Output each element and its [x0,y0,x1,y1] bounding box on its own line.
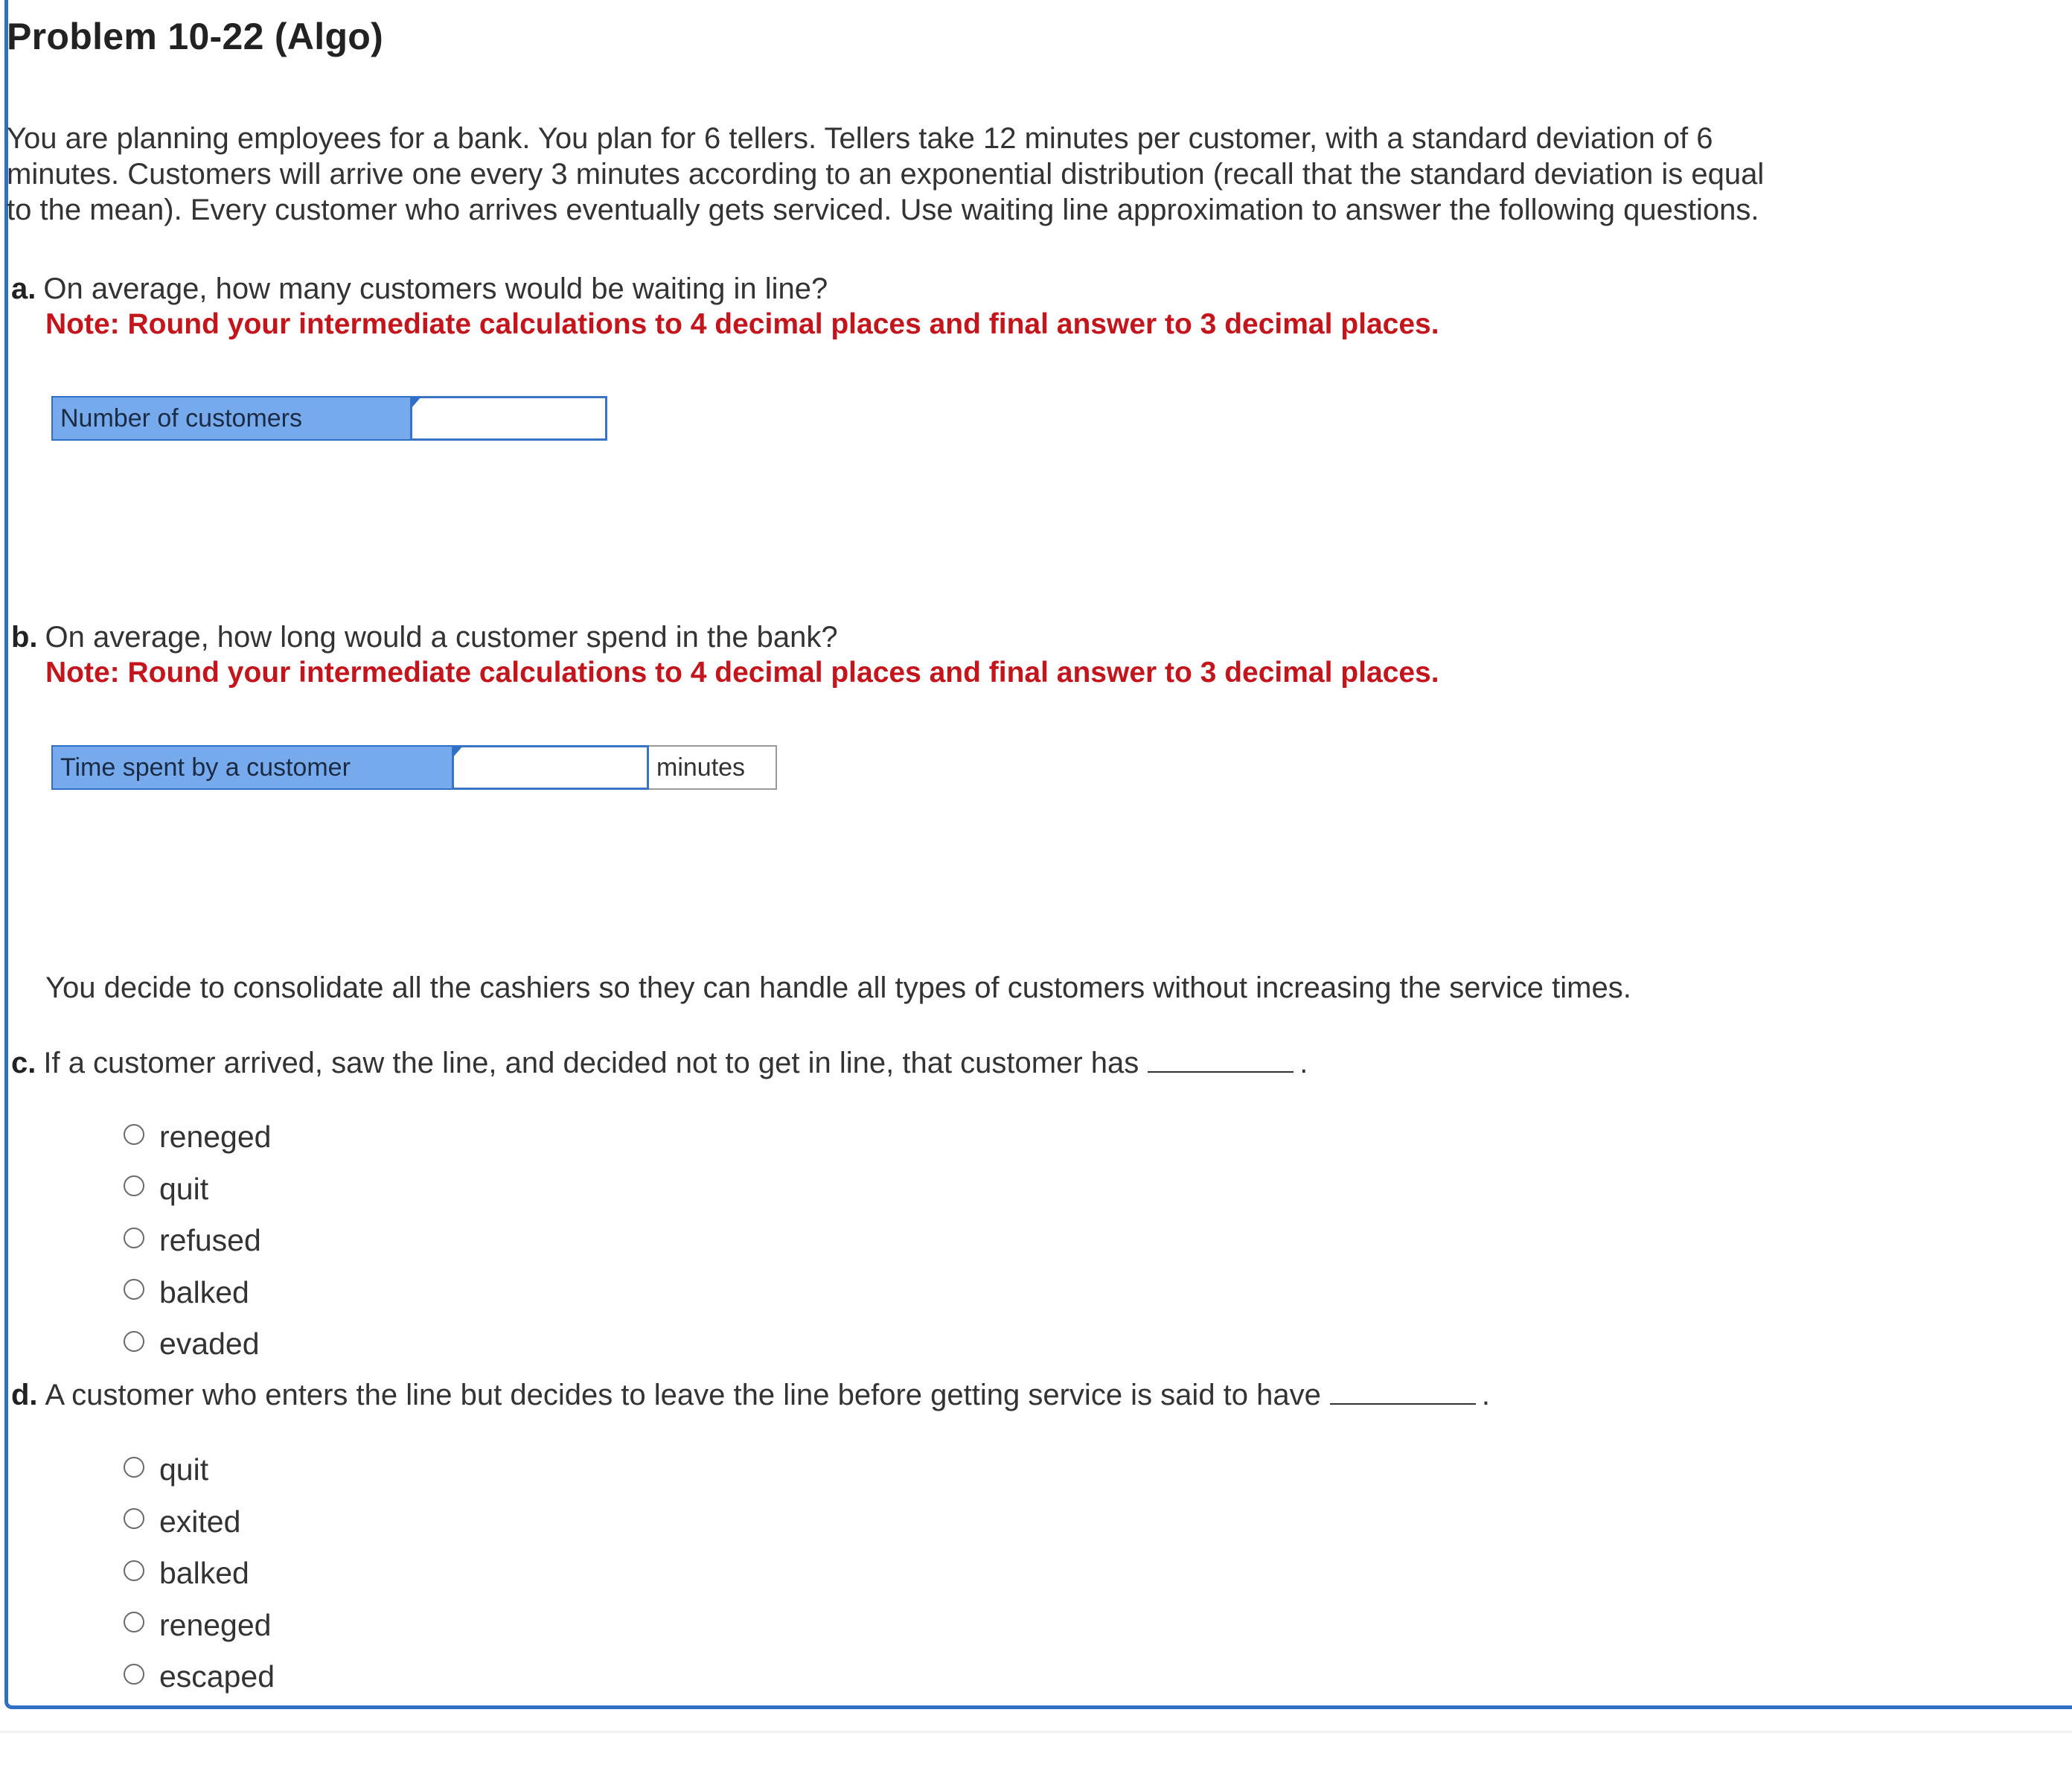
part-a-letter: a. [11,272,36,305]
part-a-answer-field[interactable] [410,396,607,441]
part-a-note: Note: Round your intermediate calculations to 4 decimal places and final answer to 3 decimal places. [45,308,1439,340]
option-label: balked [159,1274,249,1309]
part-c-text: If a customer arrived, saw the line, and decided not to get in line, that customer has [43,1047,1139,1079]
radio-option[interactable] [124,1164,271,1216]
flag-icon [411,397,421,409]
part-d-options [124,1444,275,1703]
problem-intro: You are planning employees for a bank. You plan for 6 tellers. Tellers take 12 minutes per customer, with a standard deviation of 6 minutes. Customers will arrive one every 3 minutes according to an exponential distribution (recall that the standard deviation is equal to the mean). Every customer who arrives eventually gets serviced. Use waiting line approximation to answer the following questions. [7,122,1765,226]
part-a-answer-label: Number of customers [51,396,410,441]
fill-in-blank [1330,1381,1476,1405]
bottom-divider [0,1731,2072,1733]
part-a-text: On average, how many customers would be waiting in line? [43,272,828,305]
fill-in-blank [1148,1049,1294,1073]
radio-option[interactable] [124,1444,275,1496]
radio-button[interactable] [124,1124,144,1145]
radio-button[interactable] [124,1508,144,1529]
problem-title: Problem 10-22 (Algo) [7,16,384,57]
part-d-text: A customer who enters the line but decides to leave the line before getting service is said to have [45,1379,1321,1411]
radio-button[interactable] [124,1331,144,1352]
question-frame [4,0,2072,1709]
part-b-question [11,619,838,655]
radio-button[interactable] [124,1175,144,1196]
radio-button[interactable] [124,1279,144,1300]
radio-button[interactable] [124,1457,144,1478]
option-label: exited [159,1504,241,1539]
radio-option[interactable] [124,1548,275,1600]
time-spent-input[interactable] [454,747,647,788]
part-b-letter: b. [11,621,38,654]
option-label: reneged [159,1120,272,1155]
part-d-letter: d. [11,1379,38,1411]
option-label: escaped [159,1659,275,1694]
radio-option[interactable] [124,1215,271,1267]
part-a-answer-row [51,396,607,441]
part-c-question [11,1045,1308,1081]
part-b-answer-row [51,745,777,790]
part-c-options [124,1111,271,1370]
radio-option[interactable] [124,1600,275,1652]
option-label: quit [159,1171,209,1206]
option-label: balked [159,1556,249,1591]
part-b-text: On average, how long would a customer spend in the bank? [45,621,838,654]
radio-option[interactable] [124,1318,271,1370]
part-b-answer-field[interactable] [452,745,649,790]
consolidate-statement: You decide to consolidate all the cashiers so they can handle all types of customers without increasing the service times. [45,971,1631,1004]
part-d-question [11,1377,1490,1413]
part-c-period: . [1299,1047,1308,1079]
radio-option[interactable] [124,1651,275,1703]
part-c-letter: c. [11,1047,36,1079]
option-label: evaded [159,1327,260,1362]
radio-button[interactable] [124,1664,144,1685]
part-b-answer-label: Time spent by a customer [51,745,452,790]
radio-button[interactable] [124,1560,144,1581]
radio-option[interactable] [124,1111,271,1164]
radio-option[interactable] [124,1267,271,1319]
option-label: quit [159,1452,209,1487]
unit-label: minutes [649,745,777,790]
option-label: reneged [159,1607,272,1642]
radio-button[interactable] [124,1612,144,1632]
option-label: refused [159,1223,261,1258]
part-d-period: . [1481,1379,1491,1411]
radio-button[interactable] [124,1228,144,1248]
radio-option[interactable] [124,1496,275,1548]
part-a-question [11,271,828,307]
part-b-note: Note: Round your intermediate calculations to 4 decimal places and final answer to 3 decimal places. [45,657,1439,689]
flag-icon [453,746,463,758]
number-of-customers-input[interactable] [412,398,605,438]
